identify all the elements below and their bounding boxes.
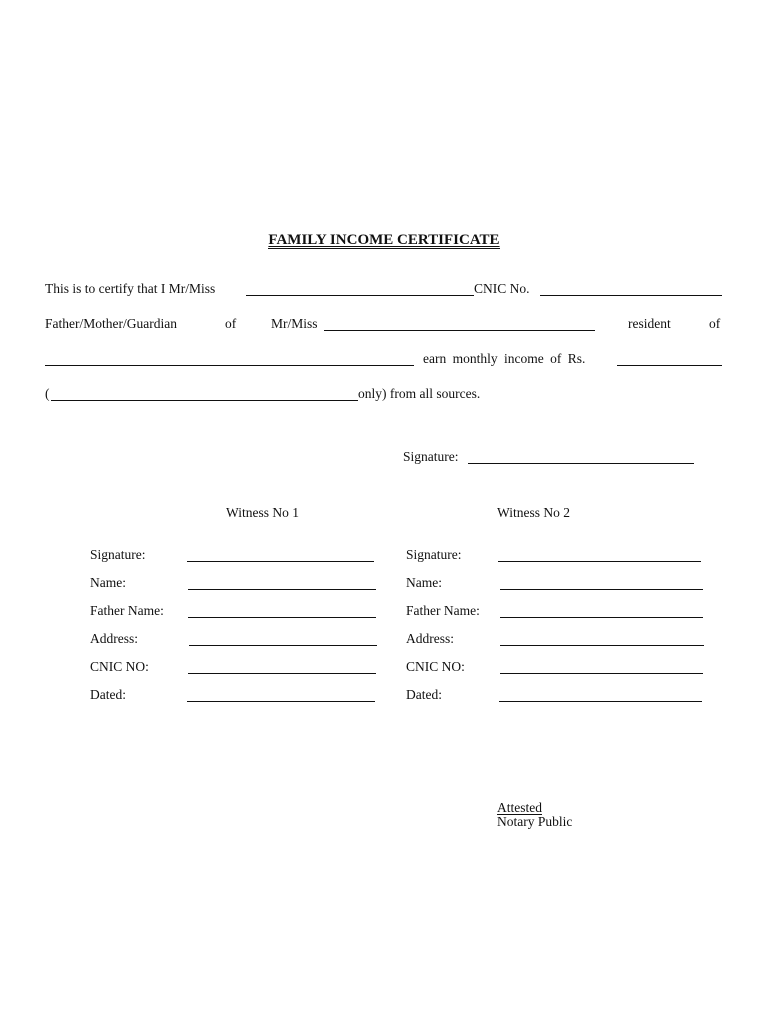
sources-text: only) from all sources. [358, 386, 481, 401]
w2-father-name-label: Father Name: [406, 603, 480, 618]
relation-label: Father/Mother/Guardian [45, 316, 177, 331]
open-paren: ( [45, 386, 50, 401]
w1-address-blank[interactable] [189, 645, 377, 646]
w2-name-blank[interactable] [500, 589, 703, 590]
w2-father-name-blank[interactable] [500, 617, 703, 618]
earn-income-text: earn monthly income of Rs. [423, 351, 586, 366]
witness1-heading: Witness No 1 [226, 505, 299, 520]
cnic-label: CNIC No. [474, 281, 530, 296]
w2-cnic-label: CNIC NO: [406, 659, 465, 674]
of-label: of [225, 316, 237, 331]
w2-address-blank[interactable] [500, 645, 704, 646]
w2-signature-blank[interactable] [498, 561, 701, 562]
w1-name-blank[interactable] [188, 589, 376, 590]
applicant-cnic-blank[interactable] [540, 295, 722, 296]
w1-cnic-label: CNIC NO: [90, 659, 149, 674]
w1-father-name-blank[interactable] [188, 617, 376, 618]
amount-words-blank[interactable] [51, 400, 358, 401]
resident-label: resident [628, 316, 671, 331]
w1-signature-label: Signature: [90, 547, 146, 562]
w1-address-label: Address: [90, 631, 138, 646]
applicant-signature-label: Signature: [403, 449, 459, 464]
mrmiss-label: Mr/Miss [271, 316, 318, 331]
applicant-signature-blank[interactable] [468, 463, 694, 464]
notary-public-label: Notary Public [497, 814, 573, 829]
page-title [0, 232, 768, 249]
w2-name-label: Name: [406, 575, 442, 590]
w1-dated-label: Dated: [90, 687, 126, 702]
ward-name-blank[interactable] [324, 330, 595, 331]
w2-dated-blank[interactable] [499, 701, 702, 702]
w1-signature-blank[interactable] [187, 561, 374, 562]
w1-father-name-label: Father Name: [90, 603, 164, 618]
w2-address-label: Address: [406, 631, 454, 646]
witness2-heading: Witness No 2 [497, 505, 570, 520]
w2-dated-label: Dated: [406, 687, 442, 702]
title-text: FAMILY INCOME CERTIFICATE [268, 232, 500, 248]
of-label-2: of [709, 316, 721, 331]
w2-signature-label: Signature: [406, 547, 462, 562]
residence-blank[interactable] [45, 365, 414, 366]
attested-label: Attested [497, 800, 542, 815]
w2-cnic-blank[interactable] [500, 673, 703, 674]
applicant-name-blank[interactable] [246, 295, 474, 296]
income-amount-blank[interactable] [617, 365, 722, 366]
certify-text: This is to certify that I Mr/Miss [45, 281, 216, 296]
w1-cnic-blank[interactable] [188, 673, 376, 674]
w1-dated-blank[interactable] [187, 701, 375, 702]
w1-name-label: Name: [90, 575, 126, 590]
